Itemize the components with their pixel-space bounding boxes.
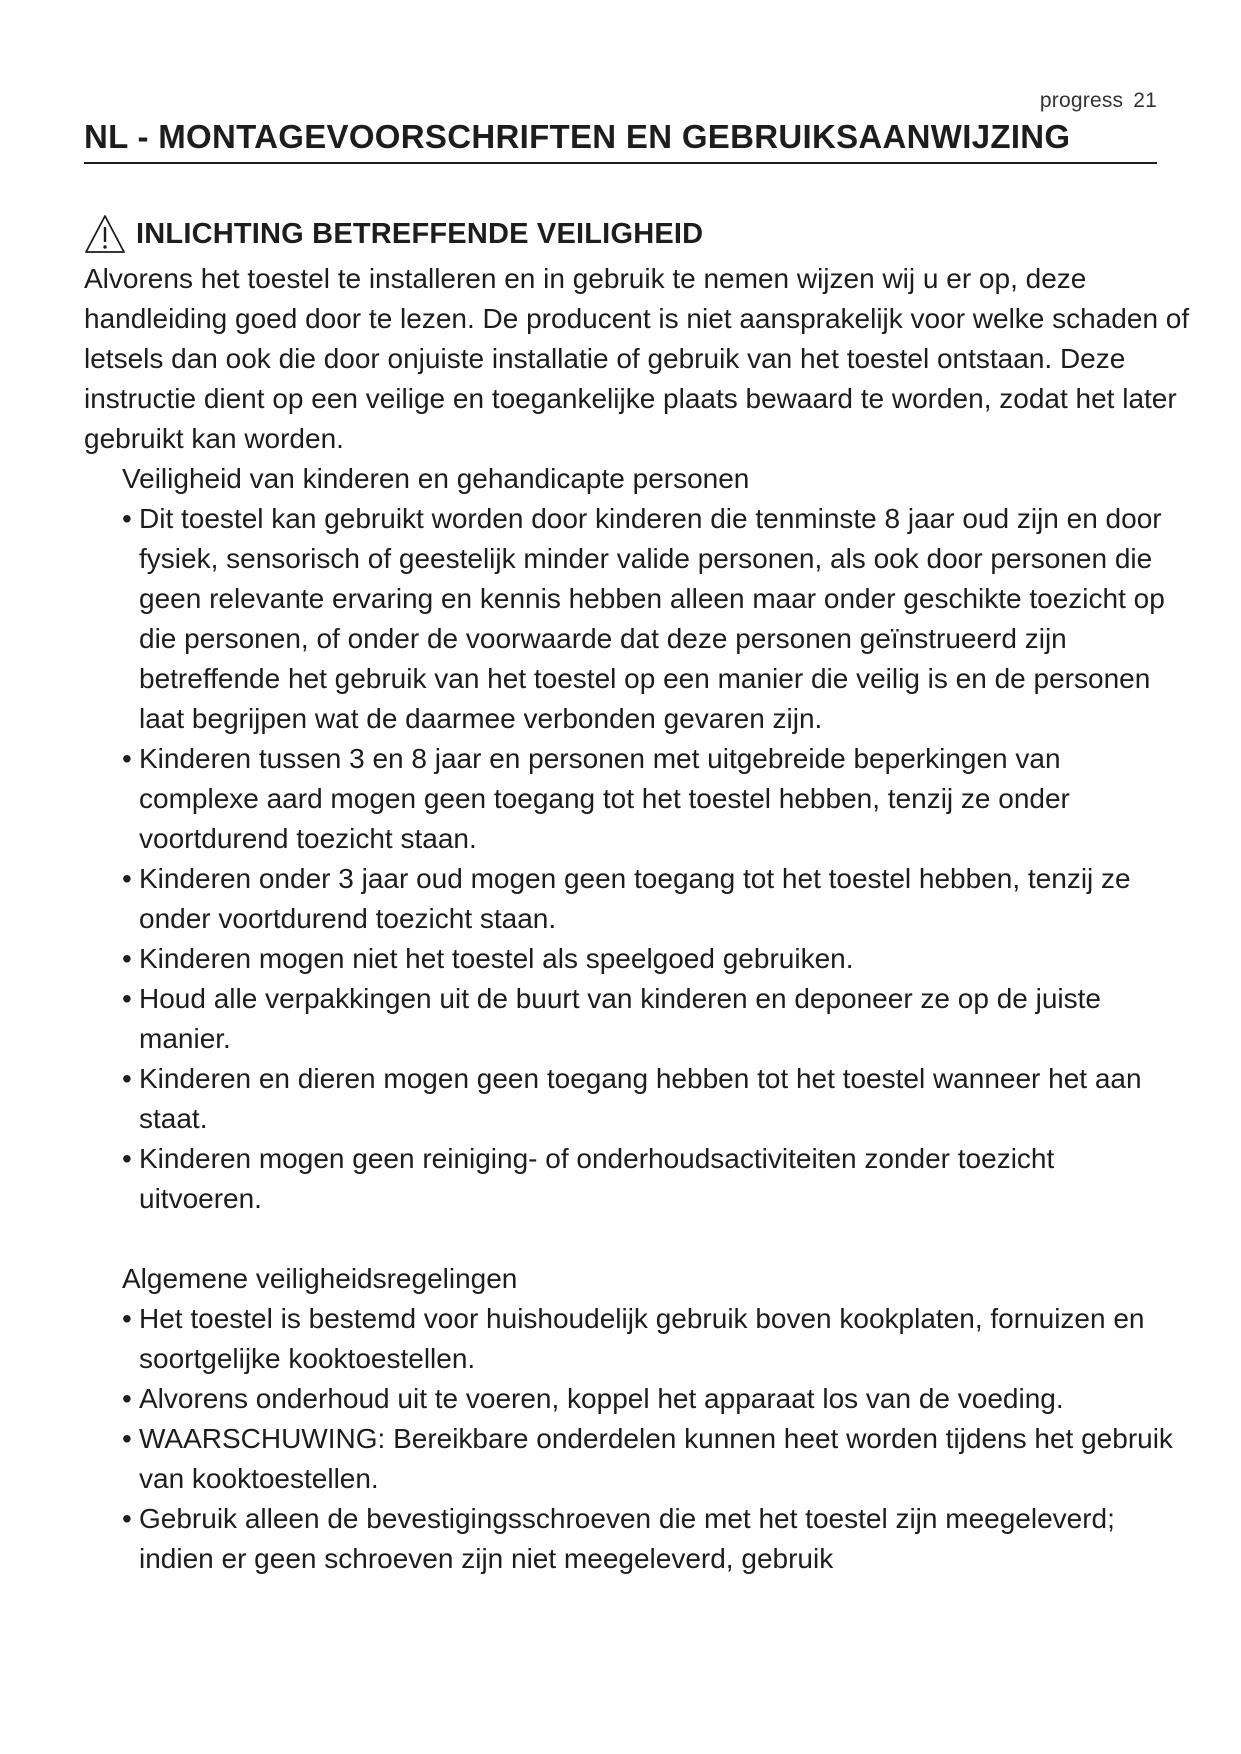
list-item: • Het toestel is bestemd voor huishoudelijk gebruik boven kookplaten, fornuizen en soortgelijke kooktoestellen.: [122, 1299, 1182, 1379]
children-safety-heading: Veiligheid van kinderen en gehandicapte personen: [122, 463, 750, 494]
section-spacer: [84, 1219, 1204, 1259]
list-item: • Dit toestel kan gebruikt worden door kinderen die tenminste 8 jaar oud zijn en door fysiek, sensorisch of geestelijk minder valide personen, als ook door personen die geen relevante ervaring en kennis hebben alleen maar onder geschikte toezicht op die personen, of onder de voorwaarde dat deze personen geïnstrueerd zijn betreffende het gebruik van het toestel op een manier die veilig is en de personen laat begrijpen wat de daarmee verbonden gevaren zijn.: [122, 499, 1182, 739]
list-item: • Kinderen en dieren mogen geen toegang hebben tot het toestel wanneer het aan staat.: [122, 1059, 1182, 1139]
list-item: • WAARSCHUWING: Bereikbare onderdelen kunnen heet worden tijdens het gebruik van kooktoestellen.: [122, 1419, 1182, 1499]
document-title: NL - MONTAGEVOORSCHRIFTEN EN GEBRUIKSAANWIJZING: [84, 118, 1157, 164]
general-safety-heading: Algemene veiligheidsregelingen: [122, 1263, 518, 1294]
list-item: • Gebruik alleen de bevestigingsschroeven die met het toestel zijn meegeleverd; indien er geen schroeven zijn niet meegeleverd, gebruik: [122, 1499, 1182, 1579]
safety-heading-row: [84, 214, 703, 254]
list-item: • Houd alle verpakkingen uit de buurt van kinderen en deponeer ze op de juiste manier.: [122, 979, 1182, 1059]
page-header-meta: [1040, 89, 1157, 113]
children-safety-list: [122, 499, 1182, 1219]
list-item: • Kinderen mogen geen reiniging- of onderhoudsactiviteiten zonder toezicht uitvoeren.: [122, 1139, 1182, 1219]
warning-triangle-icon: [84, 214, 126, 254]
list-item: • Kinderen onder 3 jaar oud mogen geen toegang tot het toestel hebben, tenzij ze onder voortdurend toezicht staan.: [122, 859, 1182, 939]
safety-heading: INLICHTING BETREFFENDE VEILIGHEID: [136, 217, 704, 250]
list-item: • Kinderen mogen niet het toestel als speelgoed gebruiken.: [122, 939, 1182, 979]
brand-name: progress: [1039, 89, 1124, 112]
list-item: • Alvorens onderhoud uit te voeren, koppel het apparaat los van de voeding.: [122, 1379, 1182, 1419]
manual-body: [84, 259, 1204, 1579]
general-safety-list: [122, 1299, 1182, 1579]
safety-intro-paragraph: Alvorens het toestel te installeren en in gebruik te nemen wijzen wij u er op, deze handleiding goed door te lezen. De producent is niet aansprakelijk voor welke schaden of letsels dan ook die door onjuiste installatie of gebruik van het toestel ontstaan. Deze instructie dient op een veilige en toegankelijke plaats bewaard te worden, zodat het later gebruikt kan worden.: [84, 263, 1190, 454]
page-number: 21: [1133, 89, 1157, 112]
list-item: • Kinderen tussen 3 en 8 jaar en personen met uitgebreide beperkingen van complexe aard mogen geen toegang tot het toestel hebben, tenzij ze onder voortdurend toezicht staan.: [122, 739, 1182, 859]
